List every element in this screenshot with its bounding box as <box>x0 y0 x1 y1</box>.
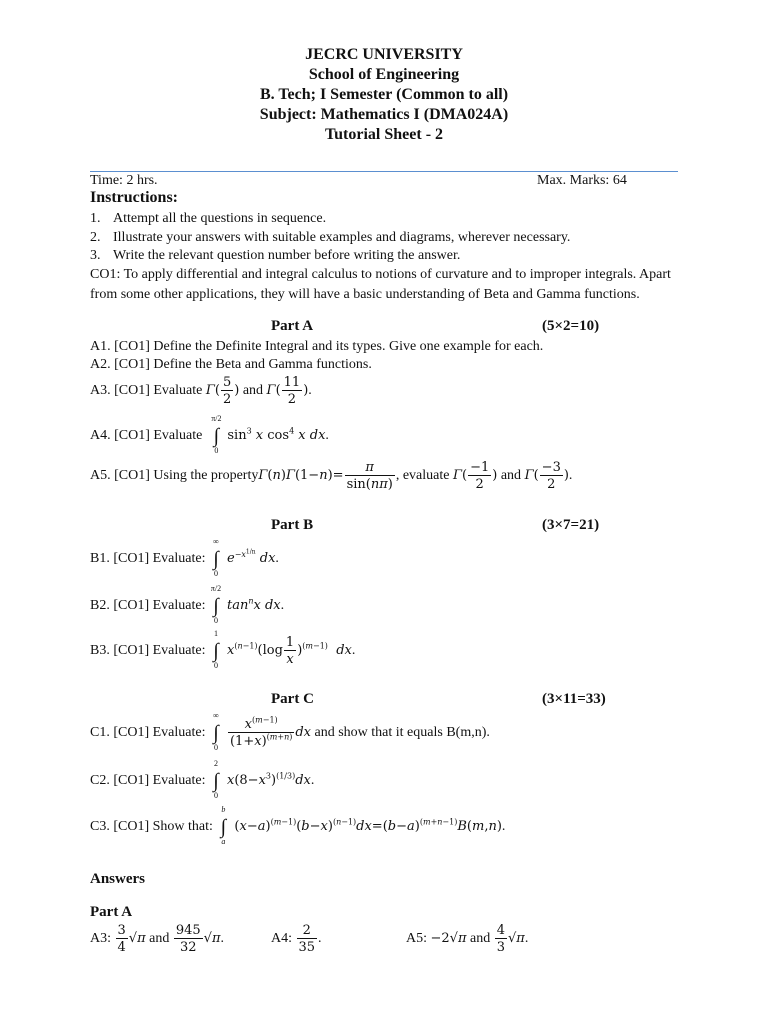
header-divider <box>90 171 678 172</box>
instruction-item: 2. Illustrate your answers with suitable examples and diagrams, wherever necessary. <box>90 229 571 245</box>
school-name: School of Engineering <box>308 66 460 83</box>
integral-symbol: ∞ ∫ 0 <box>213 711 219 752</box>
fraction: $\frac{3}{4}$ <box>117 923 126 955</box>
part-a-heading: Part A <box>271 318 314 334</box>
answers-part-a-heading: Part A <box>90 904 133 920</box>
instructions-list <box>90 210 570 266</box>
fraction: $\frac{x^{(m-1)}}{(1+x)^{(m+n)}}$ <box>229 715 293 749</box>
fraction: $\frac{945}{32}$ <box>175 923 201 955</box>
fraction: $\frac{-1}{2}$ <box>470 460 490 492</box>
question-b2: B2. [CO1] Evaluate: π/2 ∫ 0 $\tan^nx$ dx. <box>90 584 285 625</box>
time-allowed: Time: 2 hrs. <box>90 173 158 188</box>
question-a1: A1. [CO1] Define the Definite Integral and its types. Give one example for each. <box>90 339 544 354</box>
question-a2: A2. [CO1] Define the Beta and Gamma functions. <box>90 357 372 372</box>
question-b1: B1. [CO1] Evaluate: ∞ ∫ 0 $e^{-x^{1/n}}$ dx. <box>90 537 279 578</box>
part-a-marks: (5×2=10) <box>542 318 600 334</box>
fraction: $\frac{2}{35}$ <box>298 923 316 955</box>
fraction: $\frac{11}{2}$ <box>283 375 301 407</box>
question-c2: C2. [CO1] Evaluate: 2 ∫ 0 $x(8-x^3)^{(1/3)}dx$. <box>90 759 315 800</box>
sheet-title: Tutorial Sheet - 2 <box>324 126 444 143</box>
fraction: $\frac{4}{3}$ <box>496 923 505 955</box>
fraction: $\frac{-3}{2}$ <box>541 460 561 492</box>
fraction: $\frac{1}{x}$ <box>285 635 295 667</box>
integral-symbol: 2 ∫ 0 <box>213 759 219 800</box>
integral-symbol: π/2 ∫ 0 <box>210 584 222 625</box>
program-line: B. Tech; I Semester (Common to all) <box>259 86 509 103</box>
part-b-heading: Part B <box>271 517 314 533</box>
part-c-heading: Part C <box>271 691 314 707</box>
answer-a5: A5: −2√π and $\frac{4}{3}$ √π. <box>406 923 529 955</box>
subject-line: Subject: Mathematics I (DMA024A) <box>259 106 509 123</box>
part-c-marks: (3×11=33) <box>542 691 606 707</box>
instruction-item: 3. Write the relevant question number before writing the answer. <box>90 248 461 263</box>
fraction: $\frac{5}{2}$ <box>222 375 232 407</box>
question-c1: C1. [CO1] Evaluate: ∞ ∫ 0 $\frac{x^{(m-1)}}{(1+x)^{(m+n)}}$ dx and show that it equals B(m,n). <box>90 711 490 752</box>
part-b-marks: (3×7=21) <box>542 517 600 533</box>
question-a5: A5. [CO1] Using the propertyΓ(n)Γ(1−n)= $\frac{\pi}{\sin(n\pi)}$ , evaluate Γ( $\frac{-1}{2}$ ) and Γ( $\frac{-3}{2}$ ). <box>90 460 573 492</box>
max-marks: Max. Marks: 64 <box>537 173 627 188</box>
document-header <box>0 45 768 145</box>
answer-a4: A4: $\frac{2}{35}$ . <box>271 923 322 955</box>
question-b3: B3. [CO1] Evaluate: 1 ∫ 0 $x^{(n-1)}(\log$ $\frac{1}{x}$ )$^{(m-1)}$ dx. <box>90 629 356 670</box>
integral-symbol: b ∫ a <box>220 805 227 846</box>
question-c3: C3. [CO1] Show that: b ∫ a $(x-a)^{(m-1)}(b-x)^{(n-1)}dx=(b-a)^{(m+n-1)}B(m,n)$. <box>90 805 506 846</box>
integral-symbol: ∞ ∫ 0 <box>213 537 219 578</box>
answer-a3: A3: $\frac{3}{4}$ √π and $\frac{945}{32}$ √π. <box>90 923 225 955</box>
course-outcome: CO1: To apply differential and integral calculus to notions of curvature and to improper integrals. Apart from some other applications, they will have a basic understanding of Beta and Gamma functions. <box>90 267 671 302</box>
integral-symbol: 1 ∫ 0 <box>213 629 219 670</box>
integral-symbol: π/2 ∫ 0 <box>211 414 222 455</box>
question-a4: A4. [CO1] Evaluate π/2 ∫ 0 $\sin^3 x$ $\cos^4 x$ dx. <box>90 414 329 455</box>
question-a3: A3. [CO1] Evaluate Γ( $\frac{5}{2}$ ) and Γ( $\frac{11}{2}$ ). <box>90 375 312 407</box>
university-name: JECRC UNIVERSITY <box>305 46 463 63</box>
instructions-heading: Instructions: <box>90 189 179 206</box>
instruction-item: 1. Attempt all the questions in sequence. <box>90 211 327 226</box>
fraction: $\frac{\pi}{\sin(n\pi)}$ <box>346 460 393 492</box>
answers-heading: Answers <box>90 871 145 887</box>
